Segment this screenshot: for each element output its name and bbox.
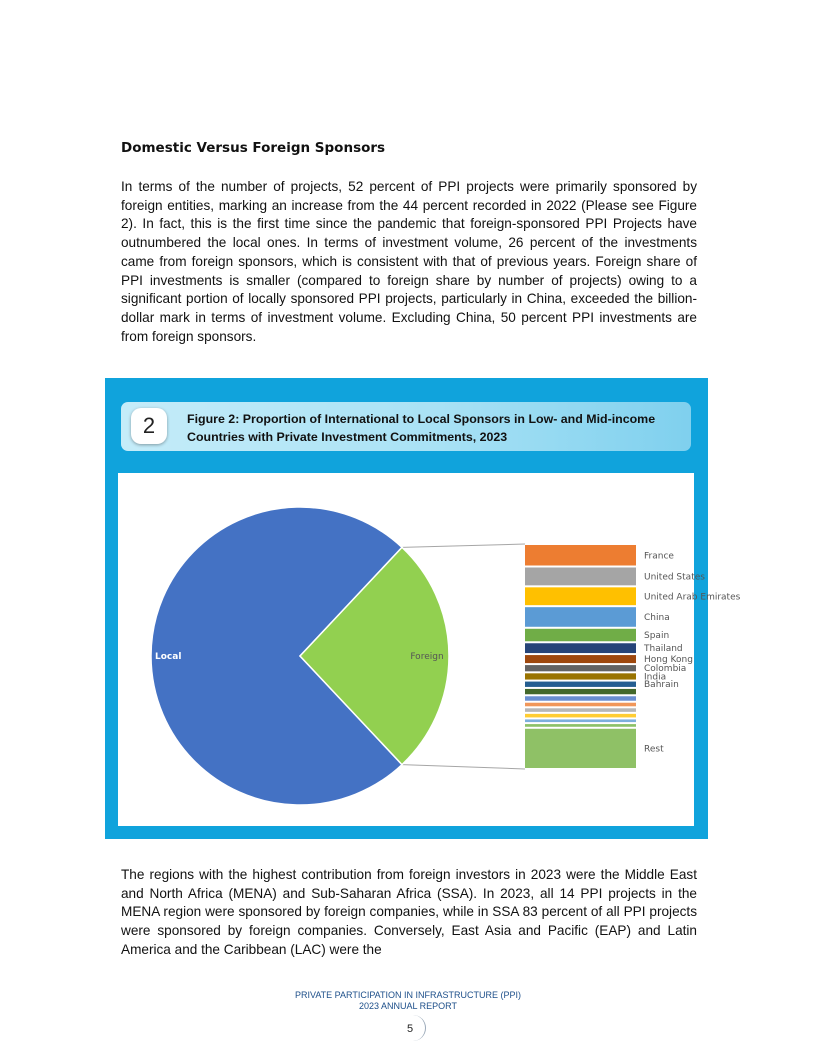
bar-label-india: India [644,672,667,683]
figure-number-badge: 2 [131,408,167,444]
bar-segment-7 [525,665,636,671]
bar-segment-8 [525,673,636,679]
footer-report-year: 2023 ANNUAL REPORT [358,1001,458,1011]
page-number: 5 [398,1015,422,1043]
bar-label-rest: Rest [644,744,664,755]
bar-label-thailand: Thailand [644,644,683,655]
bar-label-bahrain: Bahrain [644,680,679,691]
bar-label-colombia: Colombia [644,664,687,675]
bar-segment-9 [525,682,636,687]
bar-segment-13 [525,708,636,712]
bar-segment-1 [525,568,636,586]
bar-label-united-states: United States [644,572,705,583]
connector-line-bottom [402,765,525,769]
body-paragraph-1: In terms of the number of projects, 52 percent of PPI projects were primarily sponsored by foreign entities, marking an increase from the 44 percent recorded in 2022 (Please see Figure 2). In fact, this is the first time since the pandemic that foreign-sponsored PPI Projects have outnumbered the local ones. In terms of investment volume, 26 percent of the investments came from foreign sponsors, which is consistent with that of previous years. Foreign share of PPI investments is smaller (compared to foreign share by number of projects) owing to a significant portion of locally sponsored PPI projects, particularly in China, exceeded the billion-dollar mark in terms of investment volume. Excluding China, 50 percent PPI investments are from foreign sponsors. [121,179,697,344]
bar-segment-17 [525,729,636,768]
bar-segment-14 [525,714,636,718]
bar-segment-11 [525,696,636,700]
bar-segment-16 [525,724,636,727]
bar-label-hong-kong: Hong Kong [644,655,693,666]
body-paragraph-2: The regions with the highest contribution from foreign investors in 2023 were the Middle East and North Africa (MENA) and Sub-Saharan Africa (SSA). In 2023, all 14 PPI projects in the MENA region were sponsored by foreign companies, while in SSA 83 percent of all PPI projects were sponsored by foreign companies. Conversely, East Asia and Pacific (EAP) and Latin America and the Caribbean (LAC) were the [121,867,697,957]
bar-segment-10 [525,689,636,694]
figure-title-bar [121,402,691,451]
connector-line-top [402,544,525,547]
bar-segment-12 [525,703,636,707]
bar-label-spain: Spain [644,631,670,642]
bar-label-united-arab-emirates: United Arab Emirates [644,592,741,603]
bar-segment-0 [525,545,636,566]
page-footer [0,990,816,1012]
pie-label-local: Local [155,652,182,662]
bar-label-china: China [644,612,670,623]
figure-2-box [105,378,741,839]
bar-segment-5 [525,643,636,653]
figure-title: Figure 2: Proportion of International to Local Sponsors in Low- and Mid-income Countries with Private Investment Commitments, 2023 [187,412,656,444]
chart-panel [118,473,741,826]
pie-label-foreign: Foreign [410,652,444,662]
bar-label-france: France [644,551,674,562]
bar-segment-15 [525,719,636,722]
bar-segment-6 [525,655,636,663]
bar-segment-3 [525,607,636,627]
bar-segment-4 [525,629,636,641]
footer-report-title: PRIVATE PARTICIPATION IN INFRASTRUCTURE (PPI) [294,990,521,1000]
section-heading: Domestic Versus Foreign Sponsors [121,140,386,156]
bar-segment-2 [525,587,636,605]
bar-of-pie-chart [118,473,741,826]
